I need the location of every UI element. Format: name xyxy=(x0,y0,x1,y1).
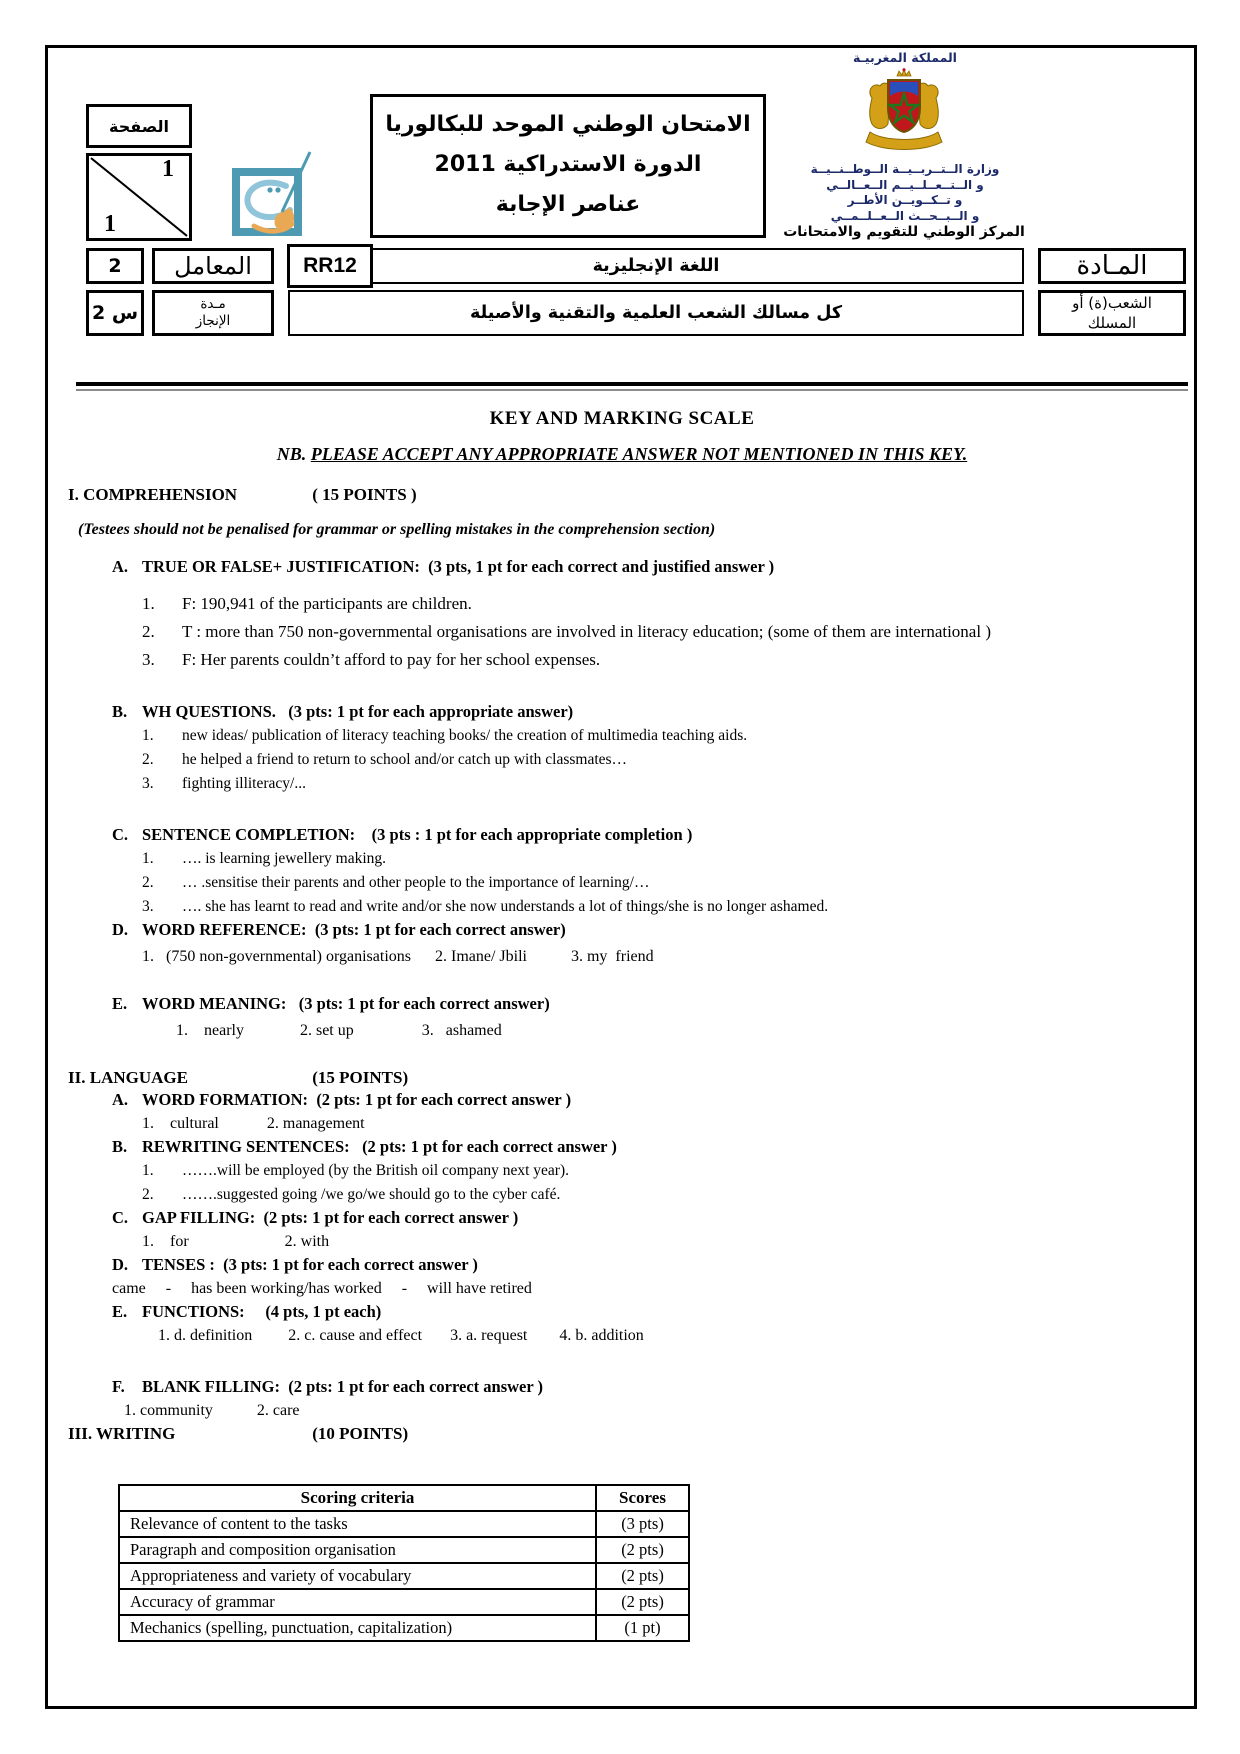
subject-label: المـادة xyxy=(1038,248,1186,284)
column-header-criteria: Scoring criteria xyxy=(119,1485,596,1511)
header-separator xyxy=(76,382,1188,391)
evaluation-center-logo-icon xyxy=(224,146,314,240)
kingdom-label: المملكة المغربيـة xyxy=(853,50,957,65)
scoring-criteria-table xyxy=(118,1484,690,1642)
exam-title-line3: عناصر الإجابة xyxy=(495,192,641,217)
section-language-heading: II. LANGUAGE (15 POINTS) xyxy=(68,1068,409,1087)
table-row: Paragraph and composition organisation (2 pts) xyxy=(119,1537,689,1563)
sentence-completion-items xyxy=(68,847,1176,918)
word-reference-answers: 1. (750 non-governmental) organisations 2. Imane/ Jbili 3. my friend xyxy=(142,948,654,965)
info-row-subject xyxy=(86,248,1186,284)
functions-answers: 1. d. definition 2. c. cause and effect 3. a. request 4. b. addition xyxy=(158,1327,644,1344)
list-item: 2. he helped a friend to return to school and/or catch up with classmates… xyxy=(142,751,628,768)
column-header-scores: Scores xyxy=(596,1485,689,1511)
duration-value: 2 س xyxy=(86,290,144,336)
nb-notice xyxy=(68,444,1176,465)
nb-prefix: NB. xyxy=(276,444,311,464)
page-label: الصفحة xyxy=(86,104,192,148)
duration-label-line1: مـدة xyxy=(200,296,226,312)
exam-title-line2: الدورة الاستدراكية 2011 xyxy=(434,152,702,177)
subsection-e-heading: E. WORD MEANING: (3 pts: 1 pt for each correct answer) xyxy=(112,994,550,1013)
true-false-items xyxy=(68,591,1176,672)
duration-label-line2: الإنجاز xyxy=(195,313,231,329)
tenses-answers: came - has been working/has worked - will have retired xyxy=(112,1280,532,1297)
subject-value-cell xyxy=(288,248,1024,284)
comprehension-note: (Testees should not be penalised for grammar or spelling mistakes in the comprehension section) xyxy=(78,521,716,538)
table-header-row xyxy=(119,1485,689,1511)
ministry-line-4: و الــبــحــث الــعــلــمــي xyxy=(830,208,980,223)
evaluation-center-name: المركز الوطني للتقويم والامتحانات xyxy=(783,224,1025,240)
page-frame xyxy=(45,45,1197,1709)
language-a-heading: A. WORD FORMATION: (2 pts: 1 pt for each correct answer ) xyxy=(112,1090,572,1109)
coefficient-value: 2 xyxy=(86,248,144,284)
word-meaning-answers: 1. nearly 2. set up 3. ashamed xyxy=(176,1022,502,1039)
streams-value-cell xyxy=(288,290,1024,336)
streams-label-line1: الشعب(ة) أو xyxy=(1072,294,1152,312)
page-count-box xyxy=(86,153,192,241)
exam-code: RR12 xyxy=(287,244,373,288)
language-b-heading: B. REWRITING SENTENCES: (2 pts: 1 pt for each correct answer ) xyxy=(112,1137,617,1156)
table-row: Relevance of content to the tasks (3 pts) xyxy=(119,1511,689,1537)
header xyxy=(48,48,1194,383)
page-current: 1 xyxy=(162,156,174,182)
language-d-heading: D. TENSES : (3 pts: 1 pt for each correct answer ) xyxy=(112,1255,478,1274)
ministry-line-3: و تــكــويــن الأطــر xyxy=(847,193,963,207)
wh-questions-items xyxy=(68,724,1176,795)
info-row-streams xyxy=(86,290,1186,336)
subsection-a-heading: A. TRUE OR FALSE+ JUSTIFICATION: (3 pts, 1 pt for each correct and justified answer ) xyxy=(112,557,775,576)
list-item: 1. F: 190,941 of the participants are children. xyxy=(142,594,472,613)
subsection-b-heading: B. WH QUESTIONS. (3 pts: 1 pt for each appropriate answer) xyxy=(112,702,574,721)
answer-key-body xyxy=(48,394,1194,1642)
table-row: Mechanics (spelling, punctuation, capitalization) (1 pt) xyxy=(119,1615,689,1641)
exam-title-line1: الامتحان الوطني الموحد للبكالوريا xyxy=(385,112,751,137)
ministry-line-1: وزارة الــتــربــيــة الــوطــنــيــة xyxy=(810,162,1000,176)
coat-of-arms-icon xyxy=(854,68,954,164)
list-item: 2. …….suggested going /we go/we should go to the cyber café. xyxy=(142,1186,561,1203)
rewriting-items xyxy=(68,1159,1176,1206)
list-item: 1. …. is learning jewellery making. xyxy=(142,850,387,867)
nb-text: PLEASE ACCEPT ANY APPROPRIATE ANSWER NOT MENTIONED IN THIS KEY. xyxy=(310,444,968,464)
list-item: 3. fighting illiteracy/... xyxy=(142,775,306,792)
coefficient-label: المعامل xyxy=(152,248,274,284)
subsection-d-heading: D. WORD REFERENCE: (3 pts: 1 pt for each correct answer) xyxy=(112,920,566,939)
exam-title-box xyxy=(370,94,766,238)
table-row: Accuracy of grammar (2 pts) xyxy=(119,1589,689,1615)
list-item: 1. …….will be employed (by the British oil company next year). xyxy=(142,1162,569,1179)
ministry-line-2: و الــتــعــلــيــم الــعــالــي xyxy=(826,177,984,192)
streams-label xyxy=(1038,290,1186,336)
gap-filling-answers: 1. for 2. with xyxy=(142,1233,330,1250)
list-item: 2. … .sensitise their parents and other people to the importance of learning/… xyxy=(142,874,650,891)
list-item: 3. …. she has learnt to read and write and/or she now understands a lot of things/she is no longer ashamed. xyxy=(142,898,829,915)
language-f-heading: F. BLANK FILLING: (2 pts: 1 pt for each correct answer ) xyxy=(112,1377,544,1396)
blank-filling-answers: 1. community 2. care xyxy=(124,1402,300,1419)
ministry-text xyxy=(762,162,1048,224)
word-formation-answers: 1. cultural 2. management xyxy=(142,1115,365,1132)
list-item: 3. F: Her parents couldn’t afford to pay for her school expenses. xyxy=(142,650,601,669)
section-writing-heading: III. WRITING (10 POINTS) xyxy=(68,1424,409,1443)
table-row: Appropriateness and variety of vocabulary (2 pts) xyxy=(119,1563,689,1589)
subject-info-table xyxy=(86,248,1186,342)
streams-value: كل مسالك الشعب العلمية والتقنية والأصيلة xyxy=(470,303,843,323)
section-comprehension-heading: I. COMPREHENSION ( 15 POINTS ) xyxy=(68,485,417,504)
duration-label xyxy=(152,290,274,336)
page-number-box xyxy=(86,104,192,241)
language-e-heading: E. FUNCTIONS: (4 pts, 1 pt each) xyxy=(112,1302,382,1321)
list-item: 1. new ideas/ publication of literacy teaching books/ the creation of multimedia teaching aids. xyxy=(142,727,748,744)
subject-value: اللغة الإنجليزية xyxy=(592,256,720,276)
page-total: 1 xyxy=(104,211,116,237)
subsection-c-heading: C. SENTENCE COMPLETION: (3 pts : 1 pt for each appropriate completion ) xyxy=(112,825,693,844)
streams-label-line2: المسلك xyxy=(1087,314,1137,332)
list-item: 2. T : more than 750 non-governmental organisations are involved in literacy education; (some of them are international ) xyxy=(142,622,991,641)
language-c-heading: C. GAP FILLING: (2 pts: 1 pt for each correct answer ) xyxy=(112,1208,519,1227)
key-title: KEY AND MARKING SCALE xyxy=(489,408,755,429)
